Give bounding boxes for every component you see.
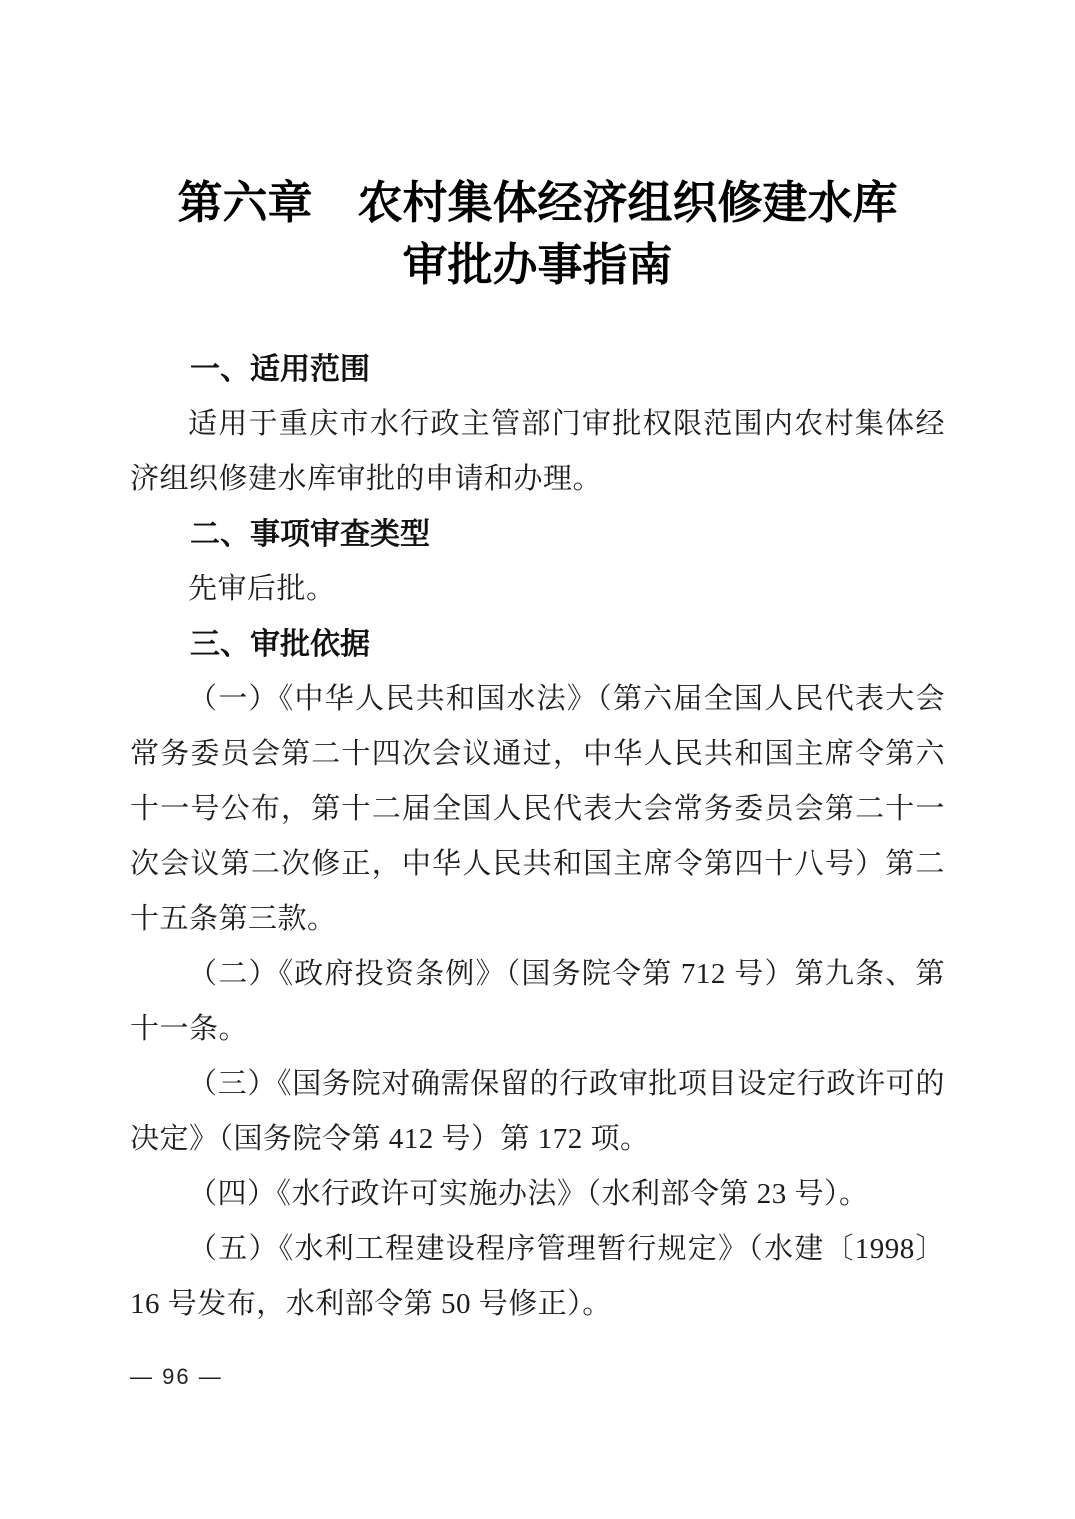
approval-basis-item-4: （四）《水行政许可实施办法》（水利部令第 23 号）。	[188, 1178, 869, 1210]
chapter-title	[130, 172, 945, 296]
approval-basis-item-2: （二）《政府投资条例》（国务院令第 712 号）第九条、第十一条。	[130, 958, 945, 1045]
section-review-type-paragraph: 先审后批。	[188, 573, 336, 605]
approval-basis-item-3: （三）《国务院对确需保留的行政审批项目设定行政许可的决定》（国务院令第 412 号）第 172 项。	[130, 1068, 945, 1155]
approval-basis-item-5: （五）《水利工程建设程序管理暂行规定》（水建〔1998〕16 号发布，水利部令第 50 号修正）。	[130, 1233, 945, 1320]
section-heading-approval-basis: 三、审批依据	[190, 628, 370, 661]
page-content	[130, 0, 945, 1332]
section-heading-review-type: 二、事项审查类型	[190, 518, 430, 551]
page-number: — 96 —	[130, 1364, 223, 1389]
section-heading-scope: 一、适用范围	[190, 353, 370, 386]
chapter-title-line2: 审批办事指南	[402, 239, 673, 290]
approval-basis-item-1: （一）《中华人民共和国水法》（第六届全国人民代表大会常务委员会第二十四次会议通过，中华人民共和国主席令第六十一号公布，第十二届全国人民代表大会常务委员会第二十一次会议第二次修正，中华人民共和国主席令第四十八号）第二十五条第三款。	[130, 683, 945, 935]
section-scope-paragraph: 适用于重庆市水行政主管部门审批权限范围内农村集体经济组织修建水库审批的申请和办理。	[130, 408, 945, 495]
chapter-title-line1: 第六章 农村集体经济组织修建水库	[177, 177, 898, 228]
